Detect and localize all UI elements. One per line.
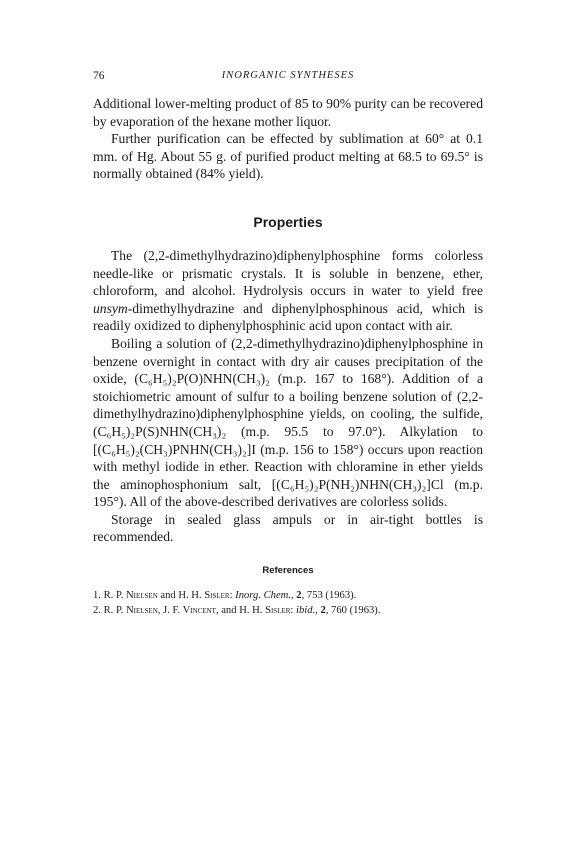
text-run: : xyxy=(290,605,297,617)
reference-author: H. H. Sisler xyxy=(239,605,291,617)
reference-item xyxy=(93,588,483,603)
text-run: : xyxy=(229,590,236,602)
text-run: , xyxy=(290,590,297,602)
reference-volume: 2 xyxy=(320,605,326,617)
reference-author: J. F. Vincent xyxy=(163,605,216,617)
reference-volume: 2 xyxy=(296,590,302,602)
formula-sulfide: (C₆H₅)₂P(S)NHN(CH₃)₂ xyxy=(93,423,227,439)
paragraph-storage: Storage in sealed glass ampuls or in air-tight bottles is recommended. xyxy=(93,511,483,545)
reference-author: H. H. Sisler xyxy=(178,590,230,602)
page-number: 76 xyxy=(93,70,105,82)
text-run: and xyxy=(157,590,179,602)
formula-iodide: [(C₆H₅)₂(CH₃)PNHN(CH₃)₂]I xyxy=(93,441,256,457)
paragraph-derivatives xyxy=(93,335,483,511)
text-run-italic: unsym xyxy=(93,300,128,316)
page xyxy=(93,68,483,618)
text-run: (m.p. 95.5 to 97.0°). Alkylation to xyxy=(226,423,483,439)
running-header xyxy=(93,68,483,86)
text-run: (m.p. 167 to 168°). Addition of a stoichiometric amount of sulfur to a boiling benzene solution of (2,2-dimethylhydrazino)diphenylphosphine yields, on cooling, the sulfide, xyxy=(93,371,483,422)
text-run: The (2,2-dimethylhydrazino)diphenylphosphine forms colorless needle-like or prismatic crystals. It is soluble in benzene, ether, chloroform, and alcohol. Hydrolysis occurs in water to yield free xyxy=(93,247,483,299)
running-title: INORGANIC SYNTHESES xyxy=(221,70,355,81)
reference-author: R. P. Nielsen xyxy=(103,605,158,617)
section-heading-properties: Properties xyxy=(253,213,323,230)
text-run: , xyxy=(315,605,321,617)
reference-author: R. P. Nielsen xyxy=(103,590,158,602)
text-run: , 760 (1963). xyxy=(325,605,381,617)
text-run: Boiling a solution of (2,2-dimethylhydrazino)diphenylphosphine in benzene overnight in contact with dry air causes precipitation of the oxide, xyxy=(93,335,483,387)
reference-journal: Inorg. Chem. xyxy=(235,590,291,602)
text-run: , xyxy=(157,605,164,617)
paragraph-recovery: Additional lower-melting product of 85 to 90% purity can be recovered by evaporation of the hexane mother liquor. xyxy=(93,96,483,129)
reference-number: 2. xyxy=(93,605,101,617)
text-run: (m.p. 195°). All of the above-described derivatives are colorless solids. xyxy=(93,476,484,510)
references-section xyxy=(93,564,483,618)
reference-number: 1. xyxy=(93,590,101,602)
text-run: -dimethylhydrazine and diphenylphosphinous acid, which is readily oxidized to diphenylphosphinic acid upon contact with air. xyxy=(93,300,483,334)
formula-chloride: [(C₆H₅)₂P(NH₂)NHN(CH₃)₂]Cl xyxy=(271,476,444,492)
text-run: , 753 (1963). xyxy=(301,590,357,602)
paragraph-crystals xyxy=(93,247,483,335)
text-run: (m.p. 156 to 158°) occurs upon reaction with methyl iodide in ether. Reaction with chloramine in ether yields the aminophosphonium salt, xyxy=(93,441,483,492)
reference-journal: ibid. xyxy=(296,605,316,617)
references-heading: References xyxy=(262,565,314,577)
reference-item xyxy=(93,603,483,618)
formula-oxide: (C₆H₅)₂P(O)NHN(CH₃)₂ xyxy=(134,371,270,387)
paragraph-purification: Further purification can be effected by sublimation at 60° at 0.1 mm. of Hg. About 55 g. of purified product melting at 68.5 to 69.5° is normally obtained (84% yield). xyxy=(93,131,483,182)
text-run: , and xyxy=(215,605,240,617)
